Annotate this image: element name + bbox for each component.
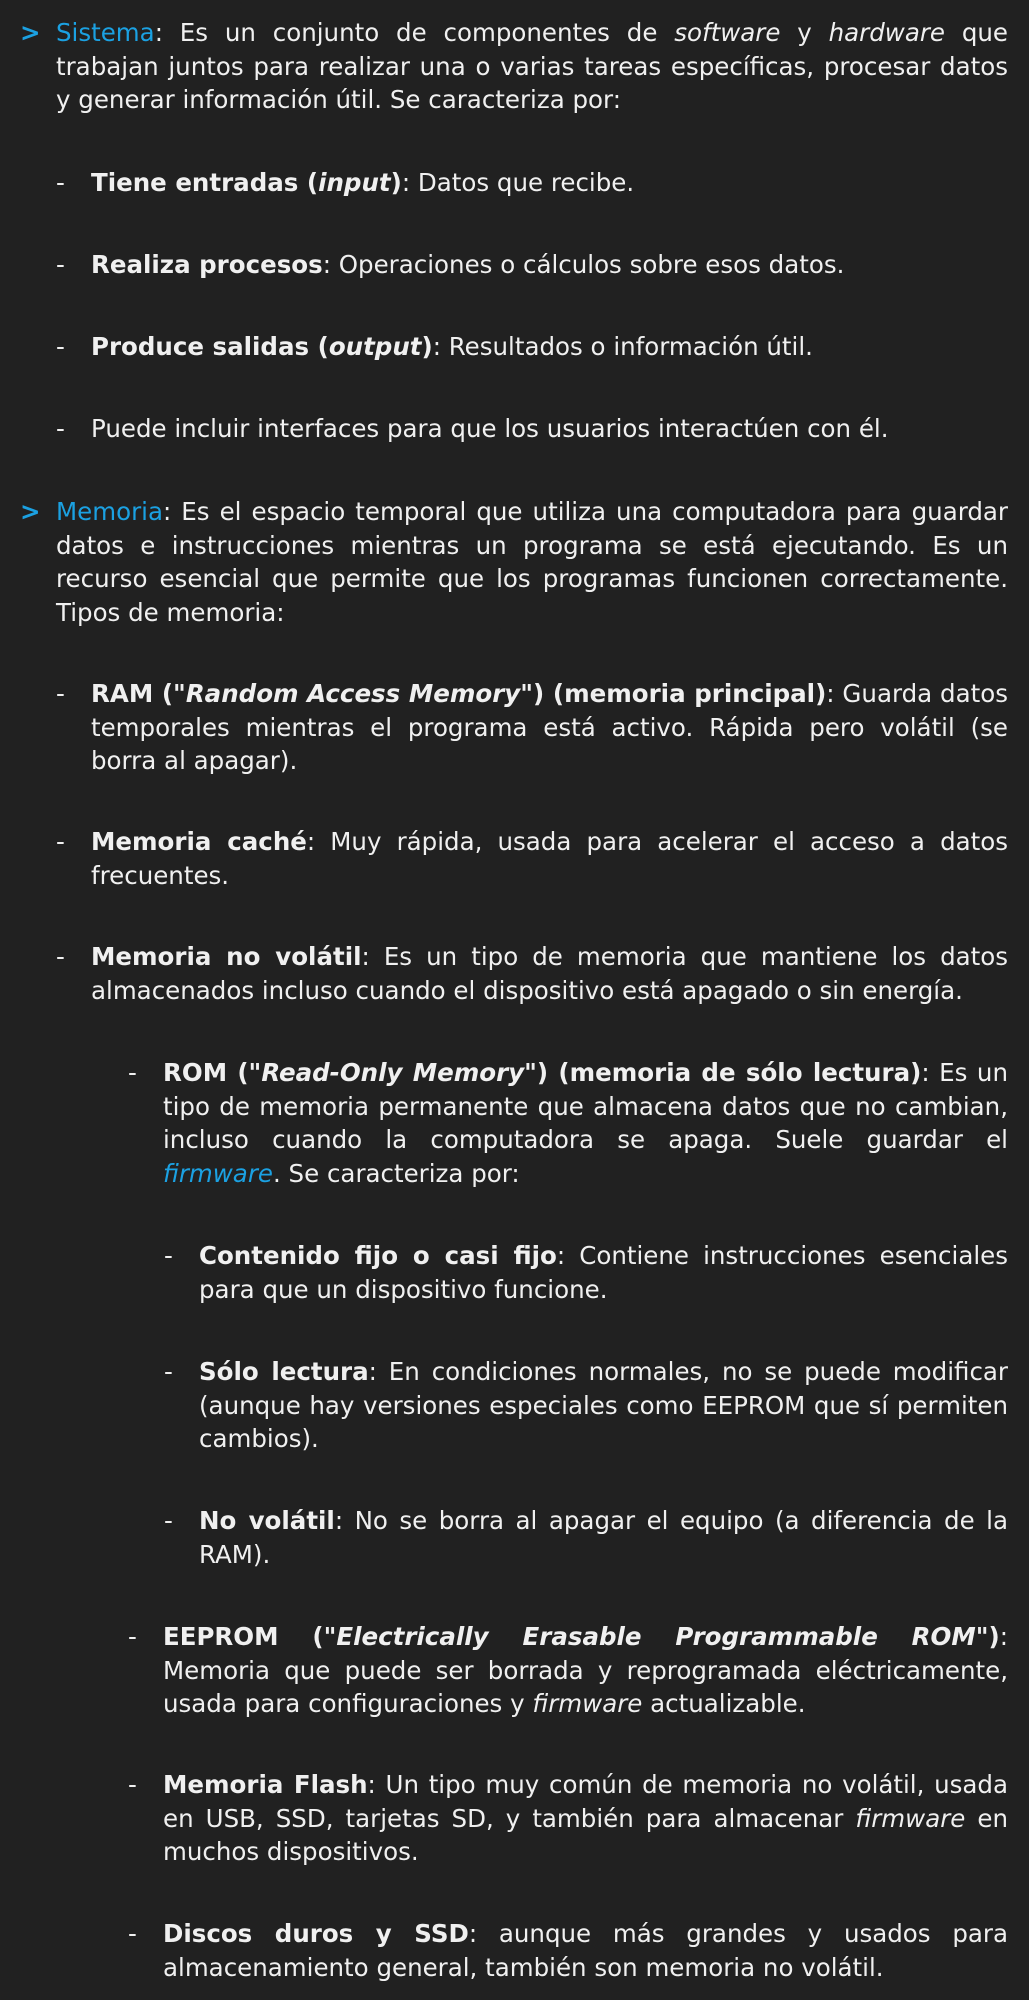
dash-bullet-icon: -: [56, 827, 65, 856]
memoria-term: Memoria: [56, 497, 163, 526]
arrow-bullet-icon: >: [20, 497, 41, 526]
dash-bullet-icon: -: [56, 332, 65, 361]
list-item: Contenido fijo o casi fijo: Contiene instrucciones esenciales para que un dispositivo funcione.: [199, 1241, 1008, 1304]
dash-bullet-icon: -: [56, 679, 65, 708]
dash-bullet-icon: -: [164, 1506, 173, 1535]
dash-bullet-icon: -: [56, 168, 65, 197]
memoria-definition: Memoria: Es el espacio temporal que utiliza una computadora para guardar datos e instrucciones mientras un programa se está ejecutando. Es un recurso esencial que permite que los programas funcionen correctamente. Tipos de memoria:: [56, 497, 1008, 627]
dash-bullet-icon: -: [128, 1919, 137, 1948]
dash-bullet-icon: -: [164, 1357, 173, 1386]
ram-item: RAM ("Random Access Memory") (memoria principal): Guarda datos temporales mientras el programa está activo. Rápida pero volátil (se borra al apagar).: [91, 679, 1008, 775]
discos-item: Discos duros y SSD: aunque más grandes y usados para almacenamiento general, también son memoria no volátil.: [163, 1919, 1008, 1982]
arrow-bullet-icon: >: [20, 18, 41, 47]
list-item: Realiza procesos: Operaciones o cálculos sobre esos datos.: [91, 250, 845, 279]
list-item: No volátil: No se borra al apagar el equipo (a diferencia de la RAM).: [199, 1506, 1008, 1569]
sistema-term: Sistema: [56, 18, 155, 47]
dash-bullet-icon: -: [128, 1058, 137, 1087]
dash-bullet-icon: -: [56, 250, 65, 279]
list-item: Tiene entradas (input): Datos que recibe.: [91, 168, 635, 197]
list-item: Puede incluir interfaces para que los usuarios interactúen con él.: [91, 414, 889, 443]
dash-bullet-icon: -: [128, 1622, 137, 1651]
cache-item: Memoria caché: Muy rápida, usada para acelerar el acceso a datos frecuentes.: [91, 827, 1008, 890]
eeprom-item: EEPROM ("Electrically Erasable Programmable ROM"): Memoria que puede ser borrada y reprogramada eléctricamente, usada para configuraciones y firmware actualizable.: [163, 1622, 1008, 1718]
dash-bullet-icon: -: [56, 942, 65, 971]
firmware-link[interactable]: firmware: [163, 1158, 273, 1188]
dash-bullet-icon: -: [164, 1241, 173, 1270]
list-item: Produce salidas (output): Resultados o información útil.: [91, 332, 813, 361]
dash-bullet-icon: -: [56, 414, 65, 443]
no-volatil-item: Memoria no volátil: Es un tipo de memoria que mantiene los datos almacenados incluso cuando el dispositivo está apagado o sin energía.: [91, 942, 1009, 1005]
rom-item: ROM ("Read-Only Memory") (memoria de sólo lectura): Es un tipo de memoria permanente que almacena datos que no cambian, incluso cuando la computadora se apaga. Suele guardar el firmware. Se caracteriza por:: [163, 1058, 1008, 1188]
dash-bullet-icon: -: [128, 1770, 137, 1799]
list-item: Sólo lectura: En condiciones normales, no se puede modificar (aunque hay versiones especiales como EEPROM que sí permiten cambios).: [199, 1357, 1008, 1453]
sistema-definition: Sistema: Es un conjunto de componentes de software y hardware que trabajan juntos para realizar una o varias tareas específicas, procesar datos y generar información útil. Se caracteriza por:: [56, 18, 1008, 114]
flash-item: Memoria Flash: Un tipo muy común de memoria no volátil, usada en USB, SSD, tarjetas SD, y también para almacenar firmware en muchos dispositivos.: [163, 1770, 1008, 1866]
